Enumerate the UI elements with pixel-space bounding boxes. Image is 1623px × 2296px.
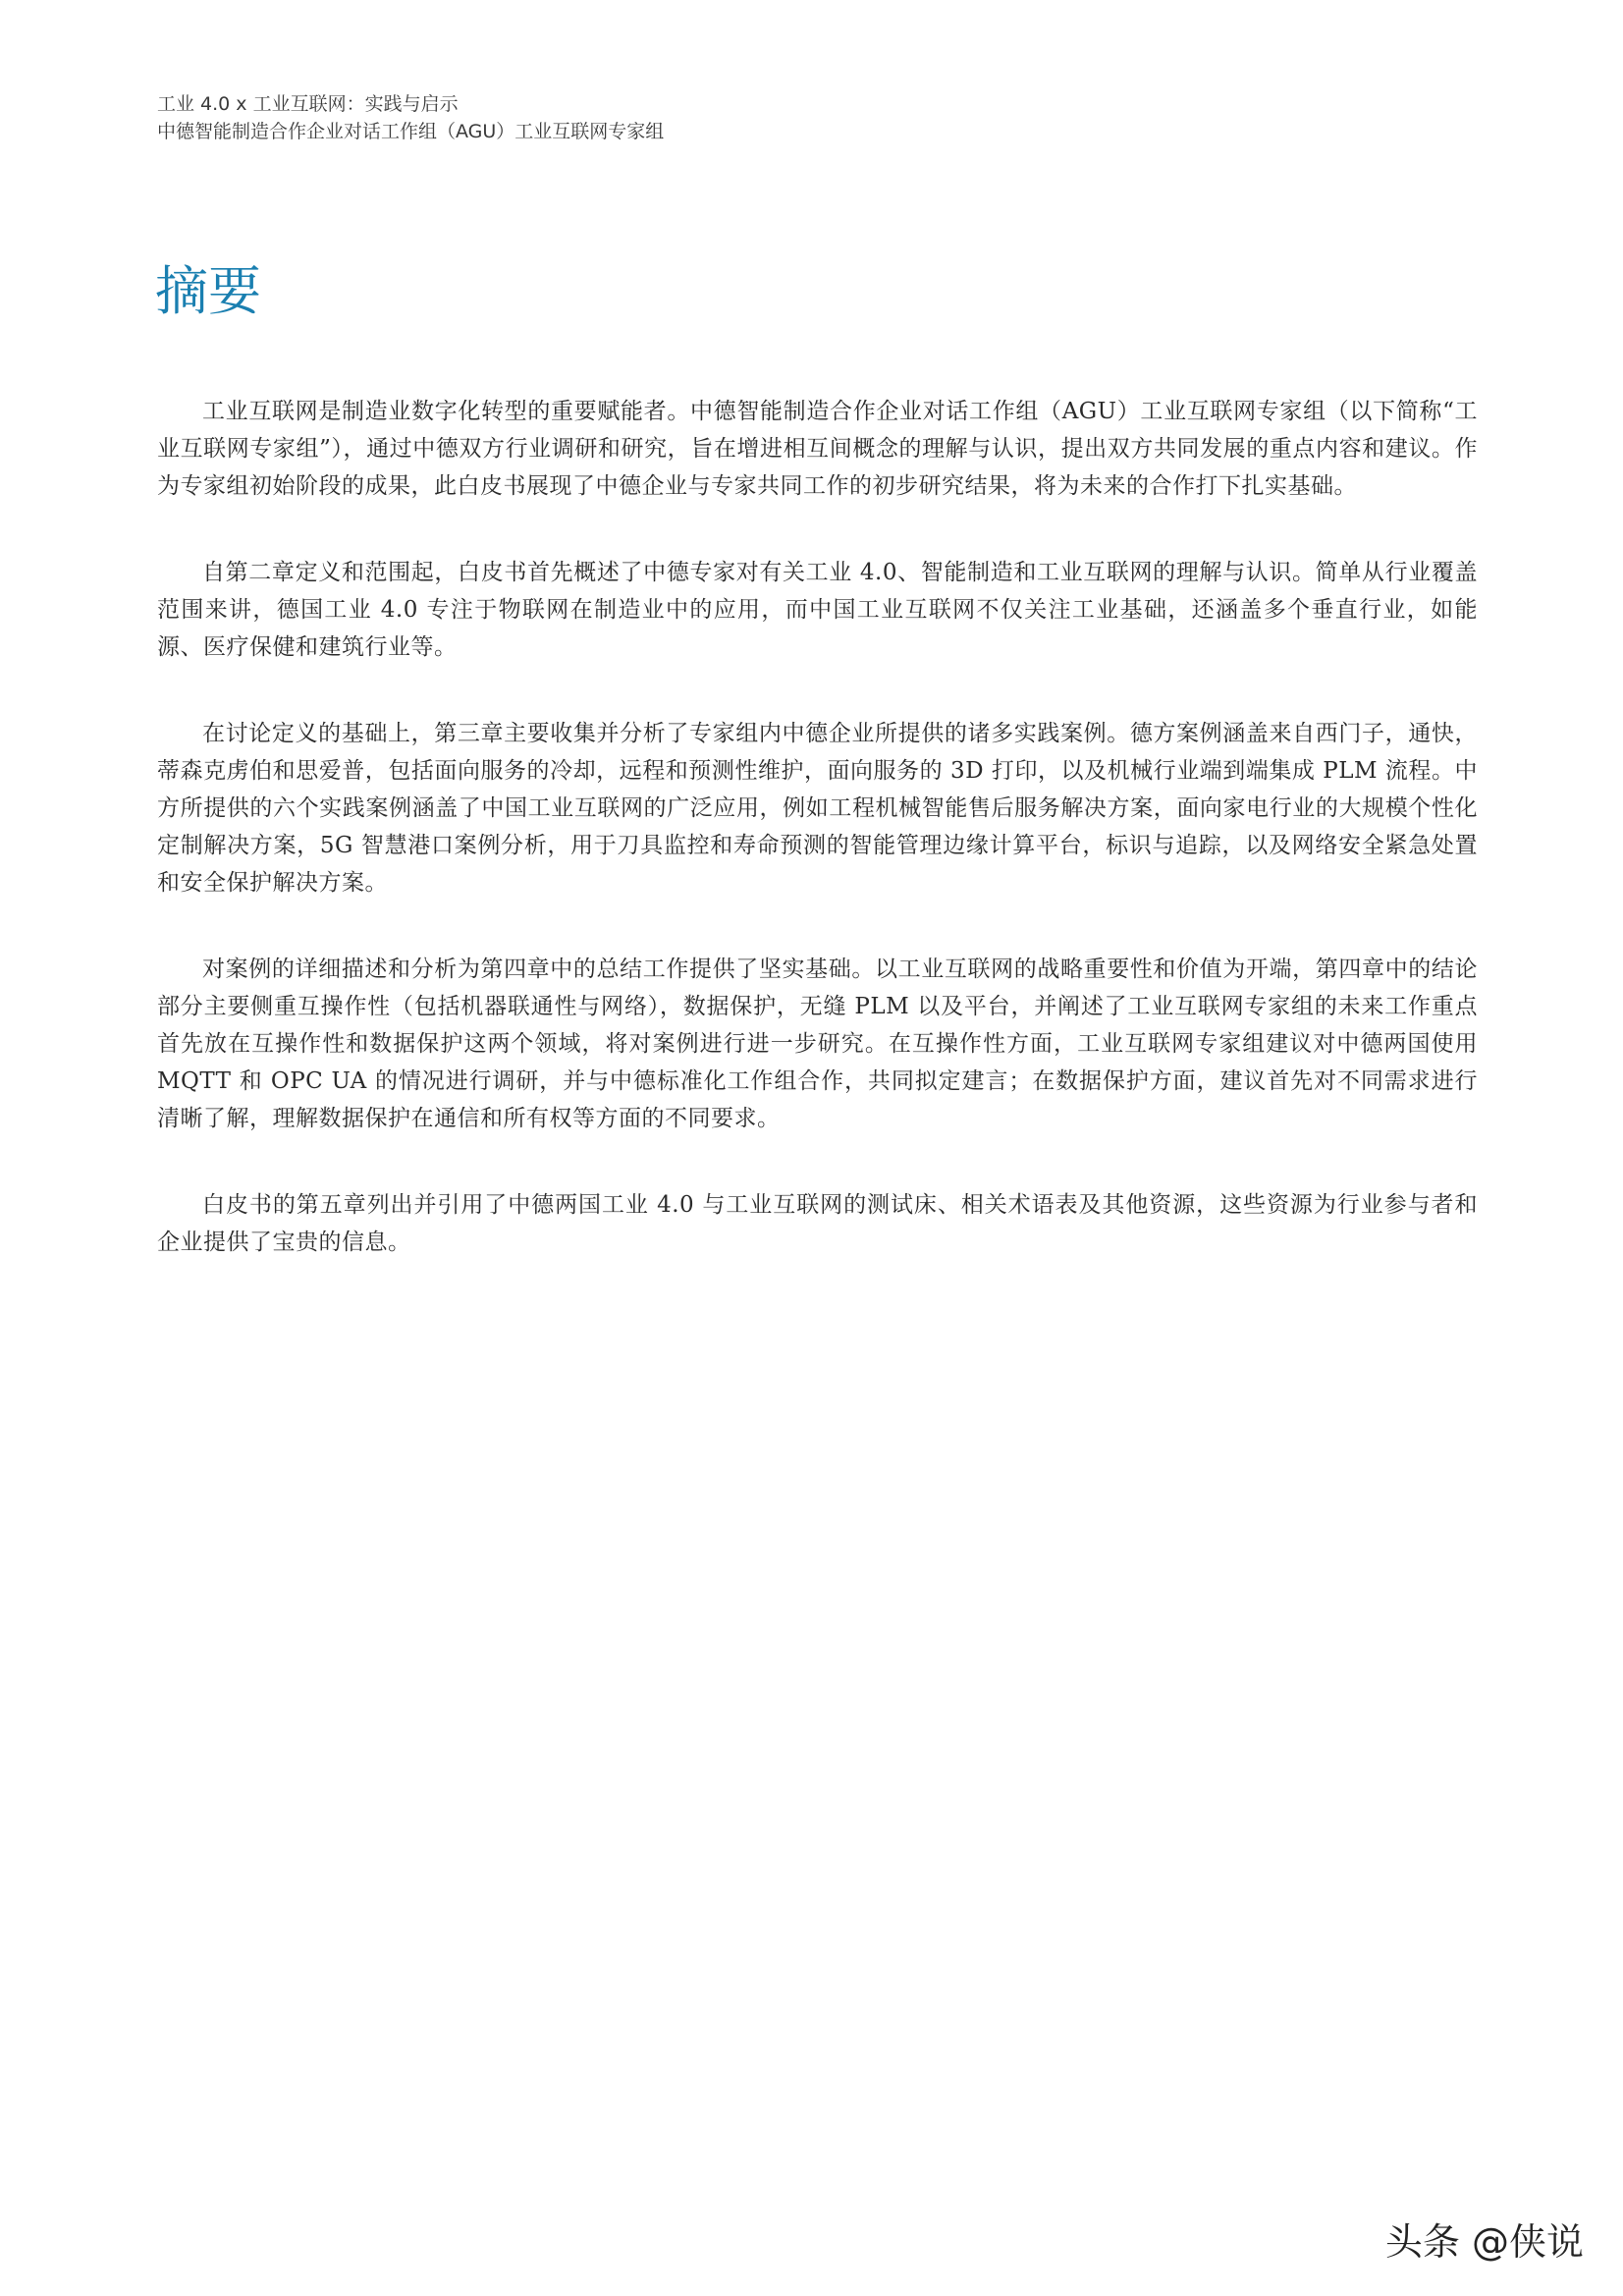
paragraph-5: 白皮书的第五章列出并引用了中德两国工业 4.0 与工业互联网的测试床、相关术语表及其他资源，这些资源为行业参与者和企业提供了宝贵的信息。 [157, 1192, 1478, 1255]
paragraph-4: 对案例的详细描述和分析为第四章中的总结工作提供了坚实基础。以工业互联网的战略重要性和价值为开端，第四章中的结论部分主要侧重互操作性（包括机器联通性与网络），数据保护，无缝 PLM 以及平台，并阐述了工业互联网专家组的未来工作重点首先放在互操作性和数据保护这两个领域，将对案例进行进一步研究。在互操作性方面，工业互联网专家组建议对中德两国使用 MQTT 和 OPC UA 的情况进行调研，并与中德标准化工作组合作，共同拟定建言；在数据保护方面，建议首先对不同需求进行清晰了解，理解数据保护在通信和所有权等方面的不同要求。 [157, 957, 1478, 1131]
running-header [157, 90, 1473, 145]
page-title: 摘要 [155, 260, 261, 322]
header-line-2: 中德智能制造合作企业对话工作组（AGU）工业互联网专家组 [157, 121, 665, 142]
paragraph-2: 自第二章定义和范围起，白皮书首先概述了中德专家对有关工业 4.0、智能制造和工业互联网的理解与认识。简单从行业覆盖范围来讲，德国工业 4.0 专注于物联网在制造业中的应用，而中国工业互联网不仅关注工业基础，还涵盖多个垂直行业，如能源、医疗保健和建筑行业等。 [157, 560, 1478, 660]
summary-body [157, 393, 1478, 1310]
paragraph-1: 工业互联网是制造业数字化转型的重要赋能者。中德智能制造合作企业对话工作组（AGU）工业互联网专家组（以下简称“工业互联网专家组”），通过中德双方行业调研和研究，旨在增进相互间概念的理解与认识，提出双方共同发展的重点内容和建议。作为专家组初始阶段的成果，此白皮书展现了中德企业与专家共同工作的初步研究结果，将为未来的合作打下扎实基础。 [157, 399, 1478, 499]
watermark-text: 头条 @侠说 [1384, 2220, 1584, 2264]
paragraph-3: 在讨论定义的基础上，第三章主要收集并分析了专家组内中德企业所提供的诸多实践案例。德方案例涵盖来自西门子，通快，蒂森克虏伯和思爱普，包括面向服务的冷却，远程和预测性维护，面向服务的 3D 打印，以及机械行业端到端集成 PLM 流程。中方所提供的六个实践案例涵盖了中国工业互联网的广泛应用，例如工程机械智能售后服务解决方案，面向家电行业的大规模个性化定制解决方案，5G 智慧港口案例分析，用于刀具监控和寿命预测的智能管理边缘计算平台，标识与追踪，以及网络安全紧急处置和安全保护解决方案。 [157, 721, 1478, 896]
header-line-1: 工业 4.0 x 工业互联网：实践与启示 [157, 93, 459, 115]
